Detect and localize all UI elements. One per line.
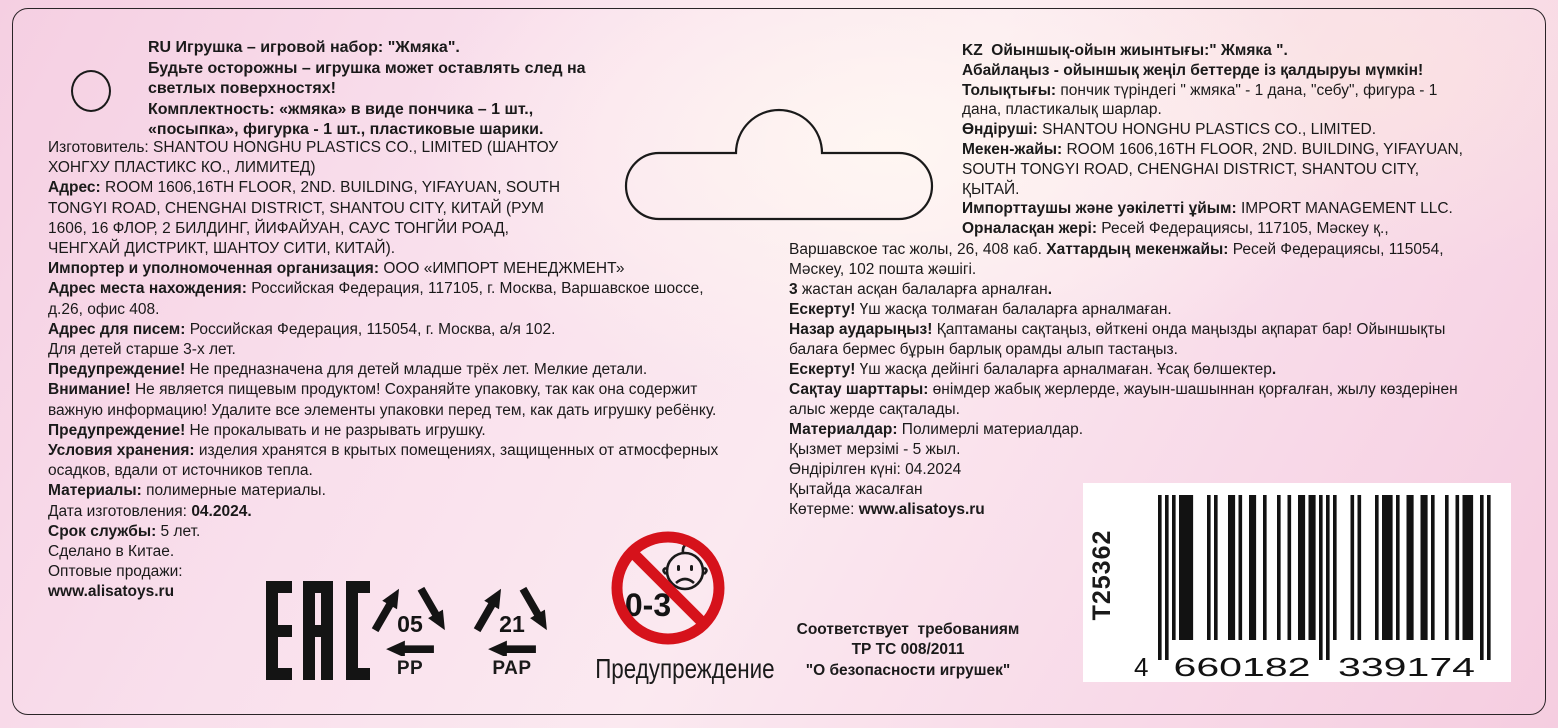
text-line: Импорттаушы және уәкілетті ұйым: IMPORT MANAGEMENT LLC. (962, 200, 1453, 218)
text-line: балаға бермес бұрын барлық орамды алып тастаңыз. (789, 341, 1178, 358)
recycling-code: 21 (499, 611, 525, 638)
recycling-triangle-icon (366, 574, 454, 656)
text-line: осадков, вдали от источников тепла. (48, 462, 313, 480)
kz-info-text-bottom (789, 240, 1458, 520)
text-line: Орналасқан жері: Ресей Федерациясы, 117105, Мәскеу қ., (962, 220, 1389, 238)
text-line: Ескерту! Үш жасқа дейінгі балаларға арналмаған. Ұсақ бөлшектер. (789, 361, 1277, 378)
text-line: Өндіруші: SHANTOU HONGHU PLASTICS CO., LIMITED. (962, 121, 1377, 139)
text-line: Условия хранения: изделия хранятся в крытых помещениях, защищенных от атмосферных (48, 442, 719, 460)
age-warning-caption: Предупреждение (595, 653, 775, 684)
compliance-statement (756, 620, 1060, 681)
compliance-line: "О безопасности игрушек" (805, 661, 1011, 679)
text-line: Дата изготовления: 04.2024. (48, 502, 252, 520)
recycling-material-label: PAP (492, 658, 532, 679)
text-line: Сделано в Китае. (48, 543, 175, 561)
recycling-code: 05 (397, 611, 423, 638)
text-line: www.alisatoys.ru (48, 583, 175, 601)
text-line: RU Игрушка – игровой набор: "Жмяка". (148, 39, 460, 56)
text-line: Толықтығы: пончик түріндегі " жмяка" - 1 дана, "себу", фигура - 1 (962, 81, 1438, 99)
text-line: 1606, 16 ФЛОР, 2 БИЛДИНГ, ЙИФАЙУАН, САУС ТОНГЙИ РОАД, (48, 219, 509, 237)
text-line: светлых поверхностях! (148, 80, 336, 97)
text-line: Назар аударыңыз! Қаптаманы сақтаңыз, өйткені онда маңызды ақпарат бар! Ойыншықты (789, 321, 1446, 338)
compliance-line: ТР ТС 008/2011 (851, 641, 965, 659)
text-line: Қытайда жасалған (789, 481, 923, 498)
recycling-material-label: PP (396, 658, 424, 679)
text-line: Материалдар: Полимерлі материалдар. (789, 421, 1084, 438)
text-line: Срок службы: 5 лет. (48, 522, 201, 540)
text-line: Оптовые продажи: (48, 563, 183, 581)
text-line: Для детей старше 3-х лет. (48, 341, 236, 359)
text-line: 3 жастан асқан балаларға арналған. (789, 281, 1053, 298)
text-line: Мәскеу, 102 пошта жәшігі. (789, 261, 977, 278)
kz-info-text-top (962, 41, 1463, 239)
ean13-barcode (1130, 492, 1496, 682)
text-line: KZ Ойыншық-ойын жиынтығы:" Жмяка ". (962, 42, 1288, 59)
recycling-mark-pap (468, 574, 556, 680)
recycling-triangle-icon (468, 574, 556, 656)
text-line: Варшавское тас жолы, 26, 408 каб. Хаттардың мекенжайы: Ресей Федерациясы, 115054, (789, 241, 1444, 258)
sku-code-vertical: T25362 (1088, 529, 1116, 621)
text-line: д.26, офис 408. (48, 300, 160, 318)
text-line: Импортер и уполномоченная организация: ООО «ИМПОРТ МЕНЕДЖМЕНТ» (48, 260, 625, 278)
text-line: важную информацию! Удалите все элементы упаковки перед тем, как дать игрушку ребёнку. (48, 401, 717, 419)
compliance-line: Соответствует требованиям (796, 621, 1020, 638)
text-line: «посыпка», фигурка - 1 шт., пластиковые шарики. (148, 121, 544, 138)
text-line: дана, пластикалық шарлар. (962, 101, 1162, 119)
text-line: SOUTH TONGYI ROAD, CHENGHAI DISTRICT, SHANTOU CITY, (962, 160, 1420, 178)
age-warning-0-3-icon (606, 526, 730, 655)
text-line: Внимание! Не является пищевым продуктом! Сохраняйте упаковку, так как она содержит (48, 381, 698, 399)
text-line: Комплектность: «жмяка» в виде пончика – 1 шт., (148, 100, 534, 118)
text-line: Өндірілген күні: 04.2024 (789, 461, 962, 478)
text-line: Предупреждение! Не предназначена для детей младше трёх лет. Мелкие детали. (48, 361, 648, 379)
svg-text:660182: 660182 (1173, 652, 1311, 682)
text-line: ХОНГХУ ПЛАСТИКС КО., ЛИМИТЕД) (48, 159, 316, 177)
ru-product-intro (148, 38, 586, 141)
text-line: Будьте осторожны – игрушка может оставлять след на (148, 59, 586, 77)
text-line: ҚЫТАЙ. (962, 180, 1020, 198)
text-line: Предупреждение! Не прокалывать и не разрывать игрушку. (48, 421, 486, 439)
text-line: Қызмет мерзімі - 5 жыл. (789, 441, 961, 458)
text-line: TONGYI ROAD, CHENGHAI DISTRICT, SHANTOU CITY, КИТАЙ (РУМ (48, 199, 544, 217)
eac-mark-icon (266, 581, 370, 680)
recycling-mark-pp (366, 574, 454, 680)
hang-hole-circle (71, 70, 111, 112)
text-line: ЧЕНГХАЙ ДИСТРИКТ, ШАНТОУ СИТИ, КИТАЙ). (48, 240, 396, 258)
text-line: Адрес для писем: Российская Федерация, 115054, г. Москва, а/я 102. (48, 320, 556, 338)
text-line: алыс жерде сақталады. (789, 401, 960, 418)
baby-eyes (677, 565, 693, 571)
svg-text:4: 4 (1134, 652, 1149, 682)
svg-text:339174: 339174 (1338, 652, 1475, 682)
text-line: Материалы: полимерные материалы. (48, 482, 326, 500)
age-range-text: 0-3 (624, 587, 672, 623)
text-line: Адрес: ROOM 1606,16TH FLOOR, 2ND. BUILDING, YIFAYUAN, SOUTH (48, 179, 561, 197)
text-line: Көтерме: www.alisatoys.ru (789, 501, 985, 518)
text-line: Мекен-жайы: ROOM 1606,16TH FLOOR, 2ND. BUILDING, YIFAYUAN, (962, 140, 1463, 158)
text-line: Адрес места нахождения: Российская Федерация, 117105, г. Москва, Варшавское шоссе, (48, 280, 704, 298)
text-line: Сақтау шарттары: өнімдер жабық жерлерде, жауын-шашыннан қорғалған, жылу көздерінен (789, 381, 1458, 398)
text-line: Абайлаңыз - ойыншық жеңіл беттерде із қалдыруы мүмкін! (962, 61, 1424, 79)
text-line: Изготовитель: SHANTOU HONGHU PLASTICS CO., LIMITED (ШАНТОУ (48, 139, 559, 156)
text-line: Ескерту! Үш жасқа толмаған балаларға арналмаған. (789, 301, 1172, 318)
